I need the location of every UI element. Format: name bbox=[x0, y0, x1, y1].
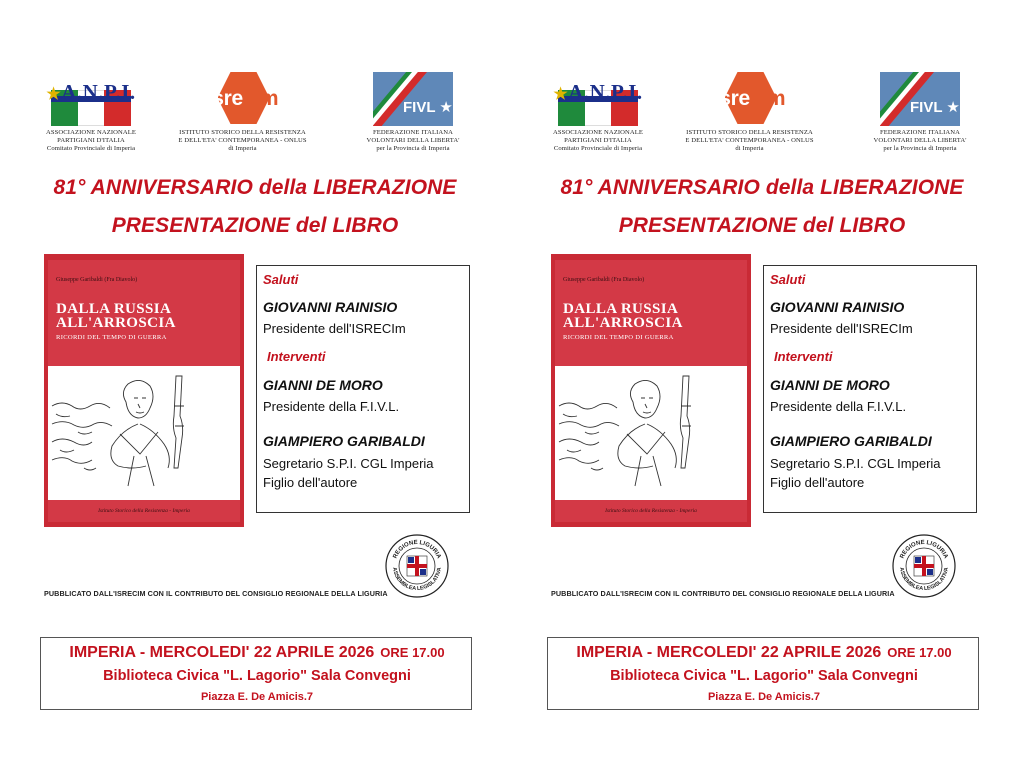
book-title bbox=[563, 302, 743, 330]
speaker-name: GIANNI DE MORO bbox=[770, 377, 890, 393]
partisan-sketch-icon bbox=[48, 366, 240, 500]
book-illustration bbox=[555, 366, 747, 500]
anpi-caption-line: PARTIGIANI D'ITALIA bbox=[57, 137, 125, 144]
speaker-name: GIANNI DE MORO bbox=[263, 377, 383, 393]
anpi-logo bbox=[547, 72, 649, 153]
isrecim-caption-line: ISTITUTO STORICO DELLA RESISTENZA bbox=[686, 129, 813, 136]
book-title bbox=[56, 302, 236, 330]
book-title-line: ALL'ARROSCIA bbox=[563, 315, 683, 331]
book-cover bbox=[44, 254, 244, 527]
anpi-wordmark: A.N.P.I. bbox=[568, 80, 643, 104]
fivl-logo bbox=[865, 72, 975, 153]
partisan-sketch-icon bbox=[555, 366, 747, 500]
anpi-caption bbox=[40, 129, 142, 153]
isrecim-wordmark-part: cim bbox=[749, 87, 786, 110]
isrecim-wordmark-part: cim bbox=[242, 87, 279, 110]
isrecim-caption bbox=[682, 129, 817, 153]
book-title-line: ALL'ARROSCIA bbox=[56, 315, 176, 331]
anpi-caption-line: PARTIGIANI D'ITALIA bbox=[564, 137, 632, 144]
speaker-role: Segretario S.P.I. CGL Imperia bbox=[770, 456, 941, 471]
regione-seal-icon bbox=[384, 533, 450, 599]
star-icon: ★ bbox=[553, 86, 569, 103]
fivl-caption-line: per la Provincia di Imperia bbox=[376, 145, 450, 152]
seal-text-bottom: ASSEMBLEA LEGISLATIVA bbox=[897, 566, 951, 593]
anniversary-title: 81° ANNIVERSARIO della LIBERAZIONE bbox=[560, 176, 964, 199]
speaker-role: Figlio dell'autore bbox=[263, 475, 358, 490]
isrecim-logo bbox=[682, 72, 817, 153]
book-publisher: Istituto Storico della Resistenza - Imperia bbox=[605, 508, 697, 514]
book-publisher: Istituto Storico della Resistenza - Imperia bbox=[98, 508, 190, 514]
speaker-name: GIOVANNI RAINISIO bbox=[770, 299, 905, 315]
event-time: ORE 17.00 bbox=[380, 645, 445, 660]
book-author: Giuseppe Garibaldi (Fra Diavolo) bbox=[56, 277, 138, 283]
anpi-caption-line: ASSOCIAZIONE NAZIONALE bbox=[553, 129, 643, 136]
anpi-emblem bbox=[550, 72, 646, 126]
publication-credit: PUBBLICATO DALL'ISRECIM CON IL CONTRIBUTO DEL CONSIGLIO REGIONALE DELLA LIGURIA bbox=[44, 589, 388, 598]
anpi-caption-line: ASSOCIAZIONE NAZIONALE bbox=[46, 129, 136, 136]
fivl-emblem bbox=[373, 72, 453, 126]
event-address: Piazza E. De Amicis.7 bbox=[200, 691, 314, 703]
star-icon: ★ bbox=[439, 99, 453, 116]
event-place-date: IMPERIA - MERCOLEDI' 22 APRILE 2026 bbox=[69, 644, 375, 661]
seal-text-bottom: ASSEMBLEA LEGISLATIVA bbox=[390, 566, 444, 593]
star-icon: ★ bbox=[46, 86, 62, 103]
logo-row bbox=[40, 72, 470, 162]
fivl-logo bbox=[358, 72, 468, 153]
anpi-logo bbox=[40, 72, 142, 153]
fivl-wordmark: FIVL bbox=[910, 99, 943, 116]
fivl-emblem bbox=[880, 72, 960, 126]
seal-text-top: REGIONE LIGURIA bbox=[392, 539, 442, 560]
saluti-heading: Saluti bbox=[263, 272, 299, 287]
speaker-role: Figlio dell'autore bbox=[770, 475, 865, 490]
speakers-box bbox=[763, 265, 977, 513]
book-subtitle: RICORDI DEL TEMPO DI GUERRA bbox=[56, 334, 167, 341]
isrecim-caption-line: di Imperia bbox=[228, 145, 257, 152]
anpi-caption-line: Comitato Provinciale di Imperia bbox=[46, 145, 136, 152]
anpi-caption-line: Comitato Provinciale di Imperia bbox=[553, 145, 643, 152]
publication-credit: PUBBLICATO DALL'ISRECIM CON IL CONTRIBUTO DEL CONSIGLIO REGIONALE DELLA LIGURIA bbox=[551, 589, 895, 598]
flyer-left bbox=[0, 0, 510, 768]
speaker-name: GIAMPIERO GARIBALDI bbox=[770, 433, 932, 449]
speaker-role: Presidente dell'ISRECIm bbox=[770, 321, 913, 336]
book-title-line: DALLA RUSSIA bbox=[563, 301, 679, 317]
isrecim-caption-line: E DELL'ETA' CONTEMPORANEA - ONLUS bbox=[178, 137, 307, 144]
anpi-caption bbox=[547, 129, 649, 153]
isrecim-caption-line: ISTITUTO STORICO DELLA RESISTENZA bbox=[179, 129, 306, 136]
fivl-caption-line: VOLONTARI DELLA LIBERTA' bbox=[873, 137, 967, 144]
fivl-caption-line: VOLONTARI DELLA LIBERTA' bbox=[366, 137, 460, 144]
book-cover bbox=[551, 254, 751, 527]
presentation-title: PRESENTAZIONE del LIBRO bbox=[618, 214, 906, 237]
speaker-role: Segretario S.P.I. CGL Imperia bbox=[263, 456, 434, 471]
isrecim-caption-line: E DELL'ETA' CONTEMPORANEA - ONLUS bbox=[685, 137, 814, 144]
book-illustration bbox=[48, 366, 240, 500]
anpi-wordmark: A.N.P.I. bbox=[61, 80, 136, 104]
event-time: ORE 17.00 bbox=[887, 645, 952, 660]
isrecim-caption-line: di Imperia bbox=[735, 145, 764, 152]
isrecim-caption bbox=[175, 129, 310, 153]
anniversary-title: 81° ANNIVERSARIO della LIBERAZIONE bbox=[53, 176, 457, 199]
speaker-name: GIAMPIERO GARIBALDI bbox=[263, 433, 425, 449]
saluti-heading: Saluti bbox=[770, 272, 806, 287]
anpi-emblem bbox=[43, 72, 139, 126]
isrecim-wordmark-part: Isre bbox=[713, 87, 750, 110]
regione-liguria-seal bbox=[891, 533, 957, 599]
speakers-box bbox=[256, 265, 470, 513]
interventi-heading: Interventi bbox=[267, 349, 326, 364]
isrecim-emblem bbox=[695, 72, 805, 126]
book-subtitle: RICORDI DEL TEMPO DI GUERRA bbox=[563, 334, 674, 341]
fivl-caption-line: FEDERAZIONE ITALIANA bbox=[879, 129, 961, 136]
speaker-role: Presidente della F.I.V.L. bbox=[263, 399, 400, 414]
flyer-right bbox=[507, 0, 1017, 768]
interventi-heading: Interventi bbox=[774, 349, 833, 364]
presentation-title: PRESENTAZIONE del LIBRO bbox=[111, 214, 399, 237]
event-address: Piazza E. De Amicis.7 bbox=[707, 691, 821, 703]
logo-row bbox=[547, 72, 977, 162]
fivl-caption bbox=[358, 129, 468, 153]
isrecim-emblem bbox=[188, 72, 298, 126]
fivl-wordmark: FIVL bbox=[403, 99, 436, 116]
event-box bbox=[547, 637, 979, 710]
star-icon: ★ bbox=[946, 99, 960, 116]
regione-liguria-seal bbox=[384, 533, 450, 599]
speaker-role: Presidente della F.I.V.L. bbox=[770, 399, 907, 414]
isrecim-logo bbox=[175, 72, 310, 153]
isrecim-wordmark-part: Isre bbox=[206, 87, 243, 110]
fivl-caption-line: FEDERAZIONE ITALIANA bbox=[372, 129, 454, 136]
event-place-date: IMPERIA - MERCOLEDI' 22 APRILE 2026 bbox=[576, 644, 882, 661]
event-venue: Biblioteca Civica "L. Lagorio" Sala Convegni bbox=[103, 668, 411, 684]
book-title-line: DALLA RUSSIA bbox=[56, 301, 172, 317]
book-author: Giuseppe Garibaldi (Fra Diavolo) bbox=[563, 277, 645, 283]
seal-text-top: REGIONE LIGURIA bbox=[899, 539, 949, 560]
event-box bbox=[40, 637, 472, 710]
speaker-role: Presidente dell'ISRECIm bbox=[263, 321, 406, 336]
fivl-caption-line: per la Provincia di Imperia bbox=[883, 145, 957, 152]
fivl-caption bbox=[865, 129, 975, 153]
regione-seal-icon bbox=[891, 533, 957, 599]
speaker-name: GIOVANNI RAINISIO bbox=[263, 299, 398, 315]
event-venue: Biblioteca Civica "L. Lagorio" Sala Convegni bbox=[610, 668, 918, 684]
